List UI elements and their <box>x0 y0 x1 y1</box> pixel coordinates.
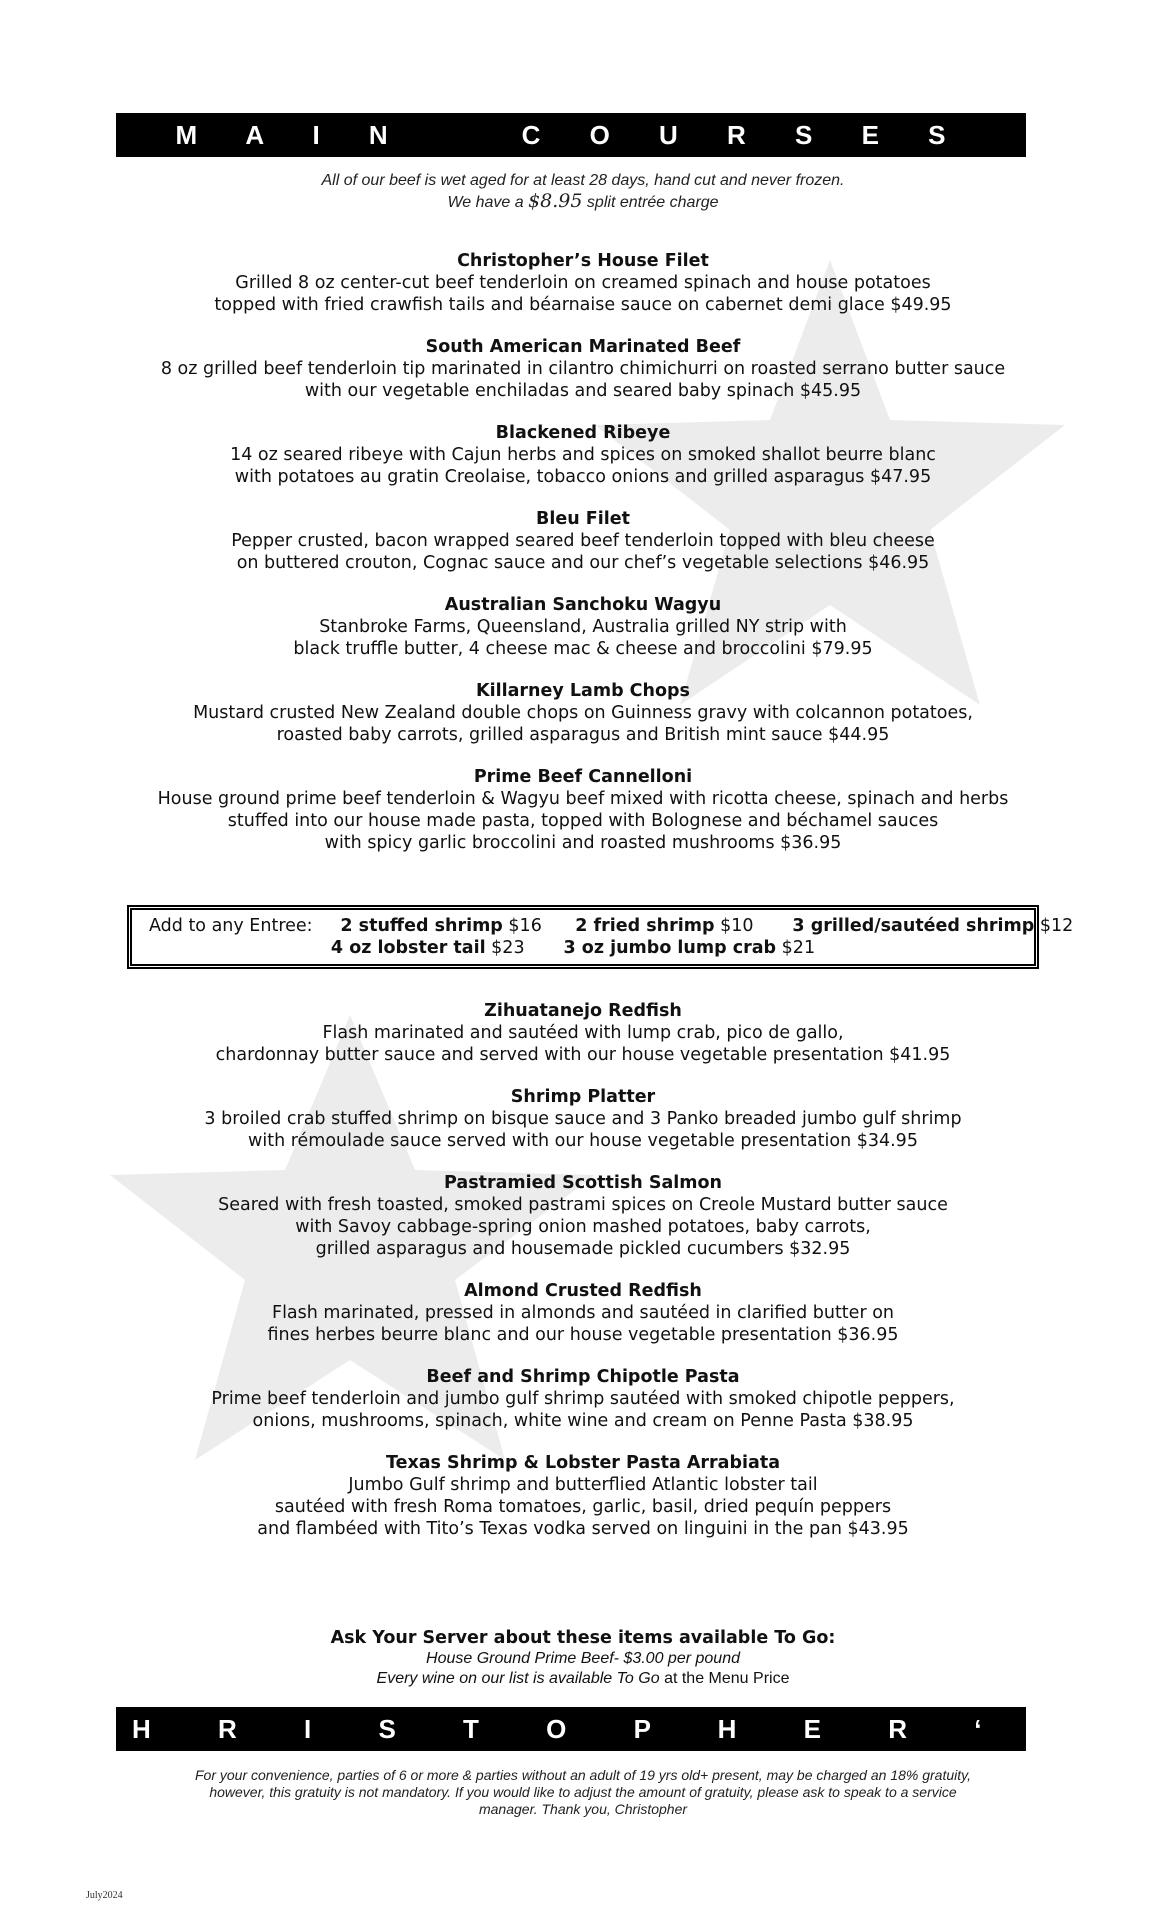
menu-item-name: Beef and Shrimp Chipotle Pasta <box>426 1367 740 1387</box>
menu-item <box>0 766 1166 854</box>
menu-item-desc: 3 broiled crab stuffed shrimp on bisque sauce and 3 Panko breaded jumbo gulf shrimp <box>204 1109 962 1129</box>
menu-item <box>0 1366 1166 1432</box>
beef-note-line1: All of our beef is wet aged for at least 28 days, hand cut and never frozen. <box>321 172 845 189</box>
addons-row <box>132 937 1034 959</box>
date-code: July2024 <box>86 1890 123 1901</box>
menu-item-desc: 14 oz seared ribeye with Cajun herbs and spices on smoked shallot beurre blanc <box>230 445 936 465</box>
menu-item-desc: with spicy garlic broccolini and roasted mushrooms $36.95 <box>324 833 842 853</box>
menu-item-name: Zihuatanejo Redfish <box>484 1001 682 1021</box>
menu-item-name: Blackened Ribeye <box>495 423 671 443</box>
menu-item <box>0 680 1166 746</box>
menu-item-name: Australian Sanchoku Wagyu <box>444 595 722 615</box>
addon-name: 4 oz lobster tail <box>330 938 486 958</box>
menu-item-desc: on buttered crouton, Cognac sauce and our chef’s vegetable selections $46.95 <box>236 553 930 573</box>
addons-label: Add to any Entree: <box>149 916 313 936</box>
to-go-section <box>0 1627 1166 1689</box>
menu-item-desc: sautéed with fresh Roma tomatoes, garlic, basil, dried pequín peppers <box>274 1497 892 1517</box>
menu-item <box>0 336 1166 402</box>
to-go-heading: Ask Your Server about these items available To Go: <box>330 1628 836 1648</box>
main-courses-banner: M A I N C O U R S E S <box>116 113 1026 157</box>
menu-item <box>0 1172 1166 1260</box>
entrees-top-list <box>0 250 1166 874</box>
menu-item-name: Almond Crusted Redfish <box>464 1281 702 1301</box>
menu-item <box>0 1452 1166 1540</box>
beef-note <box>0 170 1166 213</box>
to-go-line: House Ground Prime Beef- $3.00 per pound <box>426 1650 740 1667</box>
menu-item <box>0 594 1166 660</box>
menu-item-desc: topped with fried crawfish tails and béarnaise sauce on cabernet demi glace $49.95 <box>214 295 952 315</box>
menu-item <box>0 250 1166 316</box>
menu-item-name: Bleu Filet <box>536 509 630 529</box>
menu-item-desc: Prime beef tenderloin and jumbo gulf shrimp sautéed with smoked chipotle peppers, <box>211 1389 955 1409</box>
menu-item-desc: 8 oz grilled beef tenderloin tip marinated in cilantro chimichurri on roasted serrano butter sauce <box>160 359 1006 379</box>
menu-item-desc: stuffed into our house made pasta, topped with Bolognese and béchamel sauces <box>227 811 939 831</box>
menu-item-name: Texas Shrimp & Lobster Pasta Arrabiata <box>385 1453 781 1473</box>
menu-item-desc: onions, mushrooms, spinach, white wine and cream on Penne Pasta $38.95 <box>252 1411 914 1431</box>
menu-item-desc: with our vegetable enchiladas and seared baby spinach $45.95 <box>304 381 862 401</box>
menu-item-desc: grilled asparagus and housemade pickled cucumbers $32.95 <box>315 1239 851 1259</box>
menu-item <box>0 1086 1166 1152</box>
addons-row <box>132 915 1074 937</box>
addon-price: $16 <box>508 916 542 936</box>
menu-item <box>0 1280 1166 1346</box>
menu-item-desc: Flash marinated, pressed in almonds and sautéed in clarified butter on <box>272 1303 894 1323</box>
menu-item <box>0 422 1166 488</box>
menu-item <box>0 1000 1166 1066</box>
menu-item-name: Shrimp Platter <box>510 1087 656 1107</box>
menu-item-name: Pastramied Scottish Salmon <box>444 1173 722 1193</box>
menu-item-desc: black truffle butter, 4 cheese mac & cheese and broccolini $79.95 <box>293 639 873 659</box>
menu-item-desc: and flambéed with Tito’s Texas vodka served on linguini in the pan $43.95 <box>257 1519 909 1539</box>
menu-item-desc: with Savoy cabbage-spring onion mashed potatoes, baby carrots, <box>295 1217 871 1237</box>
menu-item-name: Prime Beef Cannelloni <box>473 767 693 787</box>
menu-item-desc: Flash marinated and sautéed with lump crab, pico de gallo, <box>322 1023 844 1043</box>
menu-item-desc: fines herbes beurre blanc and our house vegetable presentation $36.95 <box>267 1325 899 1345</box>
addon-price: $12 <box>1039 916 1074 936</box>
menu-item-desc: Mustard crusted New Zealand double chops on Guinness gravy with colcannon potatoes, <box>193 703 973 723</box>
add-to-entree-box <box>127 905 1074 969</box>
split-charge-price: $8.95 <box>528 190 583 212</box>
menu-item-name: South American Marinated Beef <box>425 337 741 357</box>
addon-name: 2 fried shrimp <box>575 916 715 936</box>
split-charge-line: We have a $8.95 split entrée charge <box>447 190 719 212</box>
christophers-banner: C H R I S T O P H E R ‘ S <box>116 1707 1026 1751</box>
menu-item-desc: Grilled 8 oz center-cut beef tenderloin on creamed spinach and house potatoes <box>235 273 931 293</box>
gratuity-note: For your convenience, parties of 6 or more & parties without an adult of 19 yrs old+ present, may be charged an 18% gratuity, however, this gratuity is not mandatory. If you would like to adjust the amount of gratuity, please ask to speak to a service manager. Thank you, Christopher <box>195 1767 971 1817</box>
menu-item-desc: with potatoes au gratin Creolaise, tobacco onions and grilled asparagus $47.95 <box>234 467 932 487</box>
menu-item-desc: Pepper crusted, bacon wrapped seared beef tenderloin topped with bleu cheese <box>231 531 935 551</box>
menu-item-desc: chardonnay butter sauce and served with our house vegetable presentation $41.95 <box>215 1045 951 1065</box>
menu-item-name: Christopher’s House Filet <box>457 251 709 271</box>
menu-item-desc: roasted baby carrots, grilled asparagus and British mint sauce $44.95 <box>276 725 890 745</box>
menu-item-desc: with rémoulade sauce served with our house vegetable presentation $34.95 <box>248 1131 918 1151</box>
addon-name: 2 stuffed shrimp <box>340 916 503 936</box>
addon-price: $10 <box>720 916 754 936</box>
menu-item-name: Killarney Lamb Chops <box>476 681 690 701</box>
entrees-bottom-list <box>0 1000 1166 1560</box>
addon-name: 3 oz jumbo lump crab <box>563 938 777 958</box>
addon-price: $23 <box>491 938 525 958</box>
menu-item-desc: Stanbroke Farms, Queensland, Australia grilled NY strip with <box>319 617 847 637</box>
menu-item <box>0 508 1166 574</box>
menu-item-desc: House ground prime beef tenderloin & Wagyu beef mixed with ricotta cheese, spinach and herbs <box>157 789 1009 809</box>
addon-price: $21 <box>781 938 816 958</box>
menu-item-desc: Seared with fresh toasted, smoked pastrami spices on Creole Mustard butter sauce <box>218 1195 948 1215</box>
addon-name: 3 grilled/sautéed shrimp <box>792 916 1035 936</box>
menu-item-desc: Jumbo Gulf shrimp and butterflied Atlantic lobster tail <box>348 1475 818 1495</box>
to-go-line: Every wine on our list is available To Go at the Menu Price <box>376 1670 790 1687</box>
